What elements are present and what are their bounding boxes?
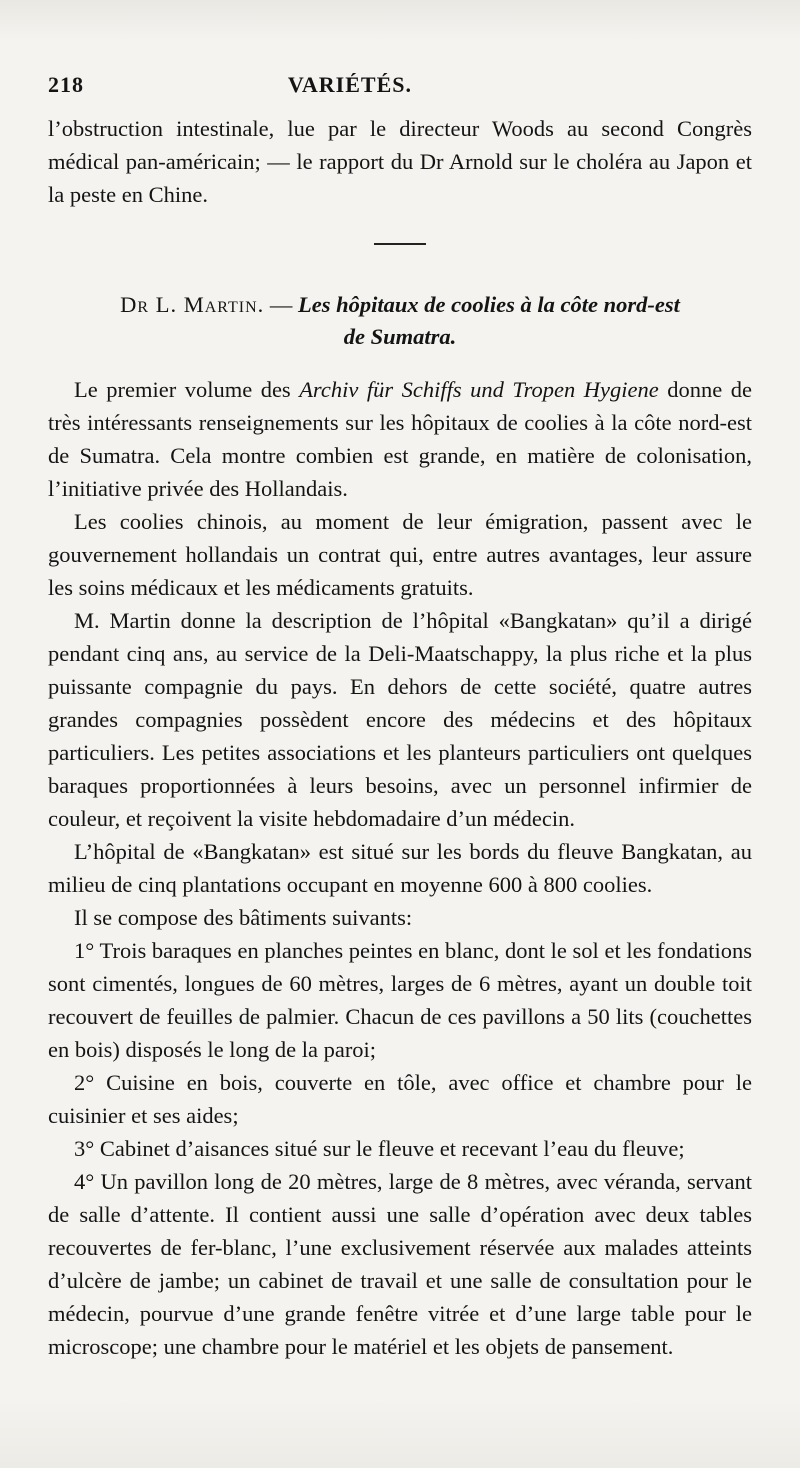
p1-end: donne de très intéressants renseignements sur les hôpitaux de coolies à la côte nord-est de Sumatra. Cela montre combien est grande, en matière de colonisation, l’initiative privée des Hollandais. bbox=[48, 377, 752, 501]
article-title-line2: de Sumatra. bbox=[343, 324, 457, 349]
paragraph-4: L’hôpital de «Bangkatan» est situé sur les bords du fleuve Bangkatan, au milieu de cinq plantations occupant en moyenne 600 à 800 coolies. bbox=[48, 839, 752, 897]
paragraph-1 bbox=[48, 373, 752, 505]
section-divider bbox=[374, 243, 426, 245]
page-number: 218 bbox=[48, 72, 84, 97]
intro-paragraph: l’obstruction intestinale, lue par le directeur Woods au second Congrès médical pan-américain; — le rapport du Dr Arnold sur le choléra au Japon et la peste en Chine. bbox=[48, 116, 752, 207]
paragraph-3: M. Martin donne la description de l’hôpital «Bangkatan» qu’il a dirigé pendant cinq ans, au service de la Deli-Maatschappy, la plus riche et la plus puissante compagnie du pays. En dehors de cette société, quatre autres grandes compagnies possèdent encore des médecins et des hôpitaux particuliers. Les petites associations et les planteurs particuliers ont quelques baraques proportionnées à leurs besoins, avec un personnel infirmier de couleur, et reçoivent la visite hebdomadaire d’un médecin. bbox=[48, 608, 752, 831]
paragraph-2: Les coolies chinois, au moment de leur émigration, passent avec le gouvernement hollandais un contrat qui, entre autres avantages, leur assure les soins médicaux et les médicaments gratuits. bbox=[48, 509, 752, 600]
article-author: Dr L. Martin. bbox=[120, 292, 265, 317]
paragraph-5: Il se compose des bâtiments suivants: bbox=[74, 905, 413, 930]
article-heading bbox=[48, 289, 752, 353]
list-item-2: 2° Cuisine en bois, couverte en tôle, avec office et chambre pour le cuisinier et ses aides; bbox=[48, 1070, 752, 1128]
article-title-line1: Les hôpitaux de coolies à la côte nord-est bbox=[298, 292, 680, 317]
journal-title: Archiv für Schiffs und Tropen Hygiene bbox=[299, 377, 659, 402]
list-item-4: 4° Un pavillon long de 20 mètres, large de 8 mètres, avec véranda, servant de salle d’attente. Il contient aussi une salle d’opération avec deux tables recouvertes de fer-blanc, l’une exclusivement réservée aux malades atteints d’ulcère de jambe; un cabinet de travail et une salle de consultation pour le médecin, pourvue d’une grande fenêtre vitrée et d’une large table pour le microscope; une chambre pour le matériel et les objets de pansement. bbox=[48, 1169, 752, 1359]
list-item-3: 3° Cabinet d’aisances situé sur le fleuve et recevant l’eau du fleuve; bbox=[74, 1136, 685, 1161]
running-title: VARIÉTÉS. bbox=[287, 72, 412, 97]
p1-start: Le premier volume des bbox=[74, 377, 300, 402]
heading-dash: — bbox=[269, 292, 293, 317]
running-header bbox=[48, 72, 752, 98]
body-text bbox=[48, 112, 752, 1363]
list-item-1: 1° Trois baraques en planches peintes en blanc, dont le sol et les fondations sont cimentés, longues de 60 mètres, larges de 6 mètres, ayant un double toit recouvert de feuilles de palmier. Chacun de ces pavillons a 50 lits (couchettes en bois) disposés le long de la paroi; bbox=[48, 938, 752, 1062]
